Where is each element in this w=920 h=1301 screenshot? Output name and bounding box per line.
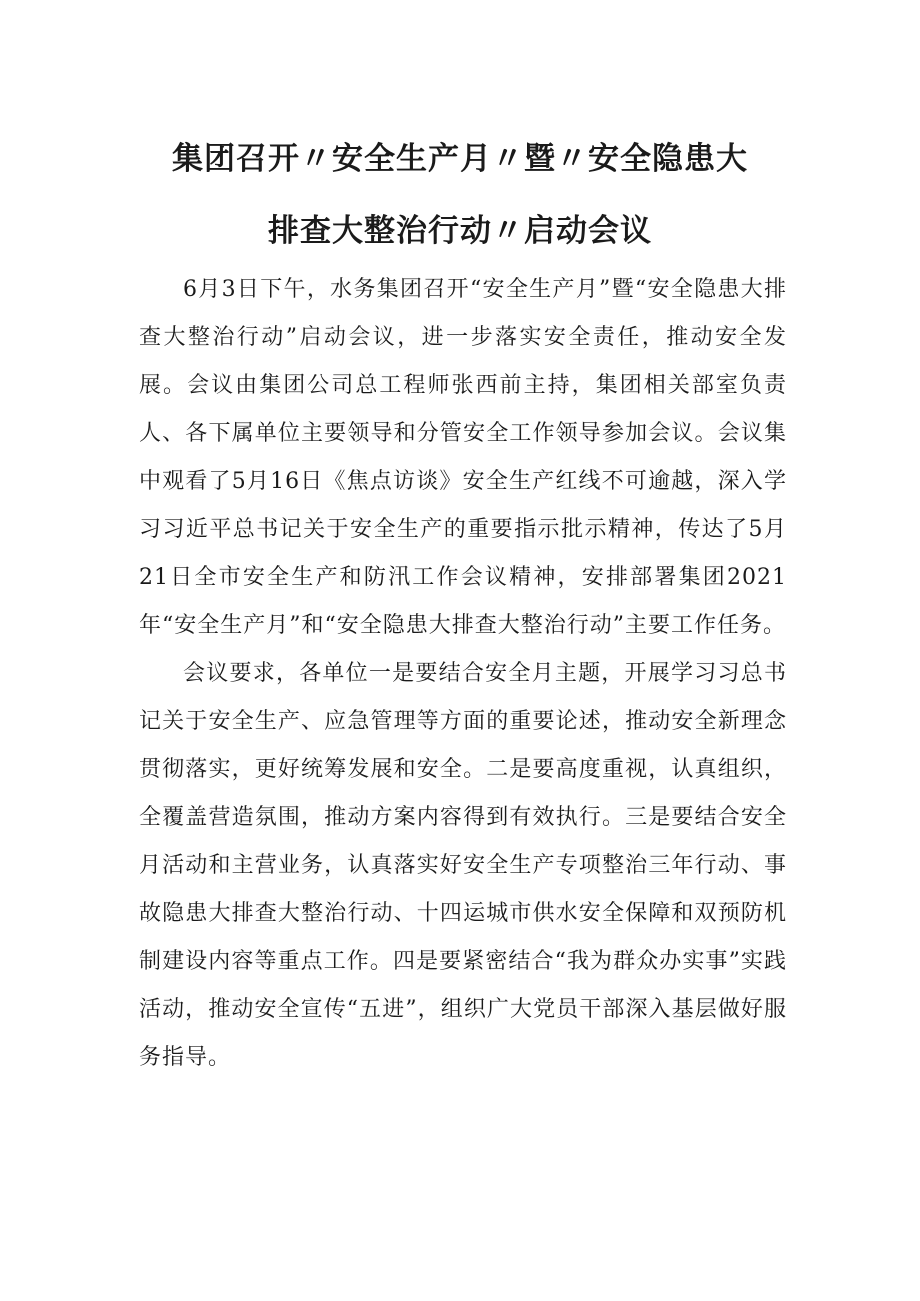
document-title-line-1: 集团召开〃安全生产月〃暨〃安全隐患大 — [172, 141, 748, 177]
body-paragraph-2: 会议要求，各单位一是要结合安全月主题，开展学习习总书记关于安全生产、应急管理等方面的重要论述，推动安全新理念贯彻落实，更好统筹发展和安全。二是要高度重视，认真组织，全覆盖营造氛围，推动方案内容得到有效执行。三是要结合安全月活动和主营业务，认真落实好安全生产专项整治三年行动、事故隐患大排查大整治行动、十四运城市供水安全保障和双预防机制建设内容等重点工作。四是要紧密结合“我为群众办实事”实践活动，推动安全宣传“五进”，组织广大党员干部深入基层做好服务指导。 — [139, 661, 787, 1070]
document-title-line-2: 排查大整治行动〃启动会议 — [268, 213, 652, 249]
body-paragraph-1: 6月3日下午，水务集团召开“安全生产月”暨“安全隐患大排查大整治行动”启动会议，进一步落实安全责任，推动安全发展。会议由集团公司总工程师张西前主持，集团相关部室负责人、各下属单位主要领导和分管安全工作领导参加会议。会议集中观看了5月16日《焦点访谈》安全生产红线不可逾越，深入学习习近平总书记关于安全生产的重要指示批示精神，传达了5月21日全市安全生产和防汛工作会议精神，安排部署集团2021年“安全生产月”和“安全隐患大排查大整治行动”主要工作任务。 — [139, 277, 787, 638]
document-body — [139, 266, 787, 1082]
